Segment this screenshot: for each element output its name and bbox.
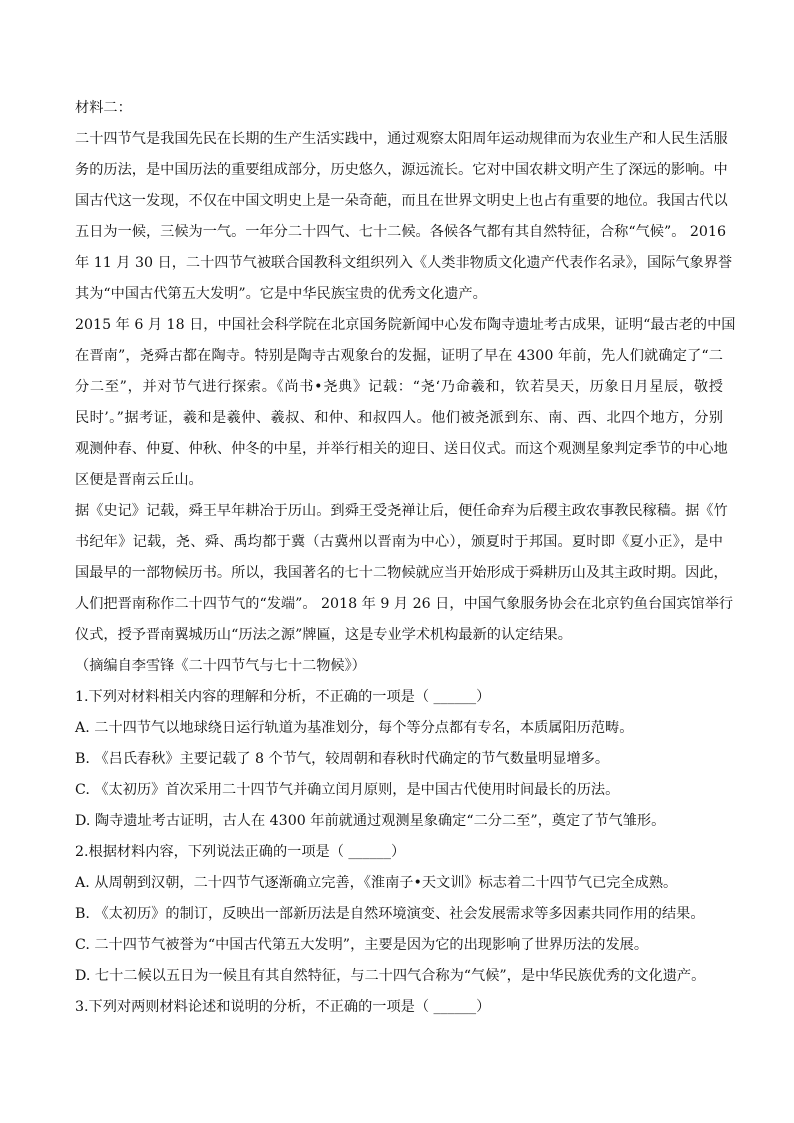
question-stem: 2.根据材料内容，下列说法正确的一项是（ ______）: [75, 844, 406, 860]
paragraph-line: 分二至”，并对节气进行探索。《尚书•尧典》记载：“尧‘乃命羲和，钦若昊天，历象日月星辰，敬授: [75, 379, 723, 395]
question-stem: 3.下列对两则材料论述和说明的分析，不正确的一项是（ ______）: [75, 999, 491, 1015]
paragraph-line: 二十四节气是我国先民在长期的生产生活实践中，通过观察太阳周年运动规律而为农业生产和人民生活服: [75, 131, 728, 147]
paragraph-3: [75, 496, 734, 651]
paragraph-line: 其为“中国古代第五大发明”。它是中华民族宝贵的优秀文化遗产。: [75, 286, 487, 302]
source-citation: （摘编自李雪锋《二十四节气与七十二物候》）: [75, 658, 366, 674]
option-b: B. 《太初历》的制订，反映出一部新历法是自然环境演变、社会发展需求等多因素共同作用的结果。: [75, 906, 705, 922]
paragraph-line: 据《史记》记载，舜王早年耕冶于历山。到舜王受尧禅让后，便任命弃为后稷主政农事教民稼穑。据《竹: [75, 503, 728, 519]
paragraph-line: 书纪年》记载，尧、舜、禹均都于冀（古冀州以晋南为中心），颁夏时于邦国。夏时即《夏小正》，是中: [75, 534, 723, 550]
paragraph-line: 仪式，授予晋南翼城历山“历法之源”牌匾，这是专业学术机构最新的认定结果。: [75, 627, 572, 643]
paragraph-line: 观测仲春、仲夏、仲秋、仲冬的中星，并举行相关的迎日、送日仪式。而这个观测星象判定季节的中心地: [75, 441, 728, 457]
option-c: C. 二十四节气被誉为“中国古代第五大发明”，主要是因为它的出现影响了世界历法的发展。: [75, 937, 649, 953]
paragraph-line: 区便是晋南云丘山。: [75, 472, 203, 488]
paragraph-2: [75, 310, 736, 496]
paragraph-line: 2015 年 6 月 18 日，中国社会科学院在北京国务院新闻中心发布陶寺遗址考古成果，证明“最古老的中国: [75, 317, 736, 333]
paragraph-line: 年 11 月 30 日，二十四节气被联合国教科文组织列入《人类非物质文化遗产代表作名录》，国际气象界誉: [75, 255, 733, 271]
option-d: D. 七十二候以五日为一候且有其自然特征，与二十四气合称为“气候”，是中华民族优秀的文化遗产。: [75, 968, 706, 984]
paragraph-line: 国最早的一部物候历书。所以，我国著名的七十二物候就应当开始形成于舜耕历山及其主政时期。因此，: [75, 565, 728, 581]
option-b: B. 《吕氏春秋》主要记载了 8 个节气，较周朝和春秋时代确定的节气数量明显增多。: [75, 751, 610, 767]
document-page: [75, 93, 736, 1023]
paragraph-line: 在晋南”，尧舜古都在陶寺。特别是陶寺古观象台的发掘，证明了早在 4300 年前，先人们就确定了“二: [75, 348, 723, 364]
question-2: [75, 837, 723, 992]
option-a: A. 二十四节气以地球绕日运行轨道为基准划分，每个等分点都有专名，本质属阳历范畴。: [75, 720, 634, 736]
option-c: C. 《太初历》首次采用二十四节气并确立闰月原则，是中国古代使用时间最长的历法。: [75, 782, 620, 798]
paragraph-line: 国古代这一发现，不仅在中国文明史上是一朵奇葩，而且在世界文明史上也占有重要的地位。我国古代以: [75, 193, 728, 209]
option-a: A. 从周朝到汉朝，二十四节气逐渐确立完善，《淮南子•天文训》标志着二十四节气已完全成熟。: [75, 875, 678, 891]
paragraph-1: [75, 124, 733, 310]
paragraph-line: 民时’。”据考证，羲和是羲仲、羲叔、和仲、和叔四人。他们被尧派到东、南、西、北四个地方，分别: [75, 410, 723, 426]
paragraph-line: 人们把晋南称作二十四节气的“发端”。 2018 年 9 月 26 日，中国气象服务协会在北京钓鱼台国宾馆举行: [75, 596, 734, 612]
question-1: [75, 682, 723, 837]
question-3: [75, 992, 723, 1023]
section-heading: 材料二：: [75, 100, 132, 116]
paragraph-line: 务的历法，是中国历法的重要组成部分，历史悠久，源远流长。它对中国农耕文明产生了深远的影响。中: [75, 162, 728, 178]
option-d: D. 陶寺遗址考古证明，古人在 4300 年前就通过观测星象确定“二分二至”，奠定了节气雏形。: [75, 813, 666, 829]
paragraph-line: 五日为一候，三候为一气。一年分二十四气、七十二候。各候各气都有其自然特征，合称“气候”。 2016: [75, 224, 727, 240]
question-stem: 1.下列对材料相关内容的理解和分析，不正确的一项是（ ______）: [75, 689, 491, 705]
